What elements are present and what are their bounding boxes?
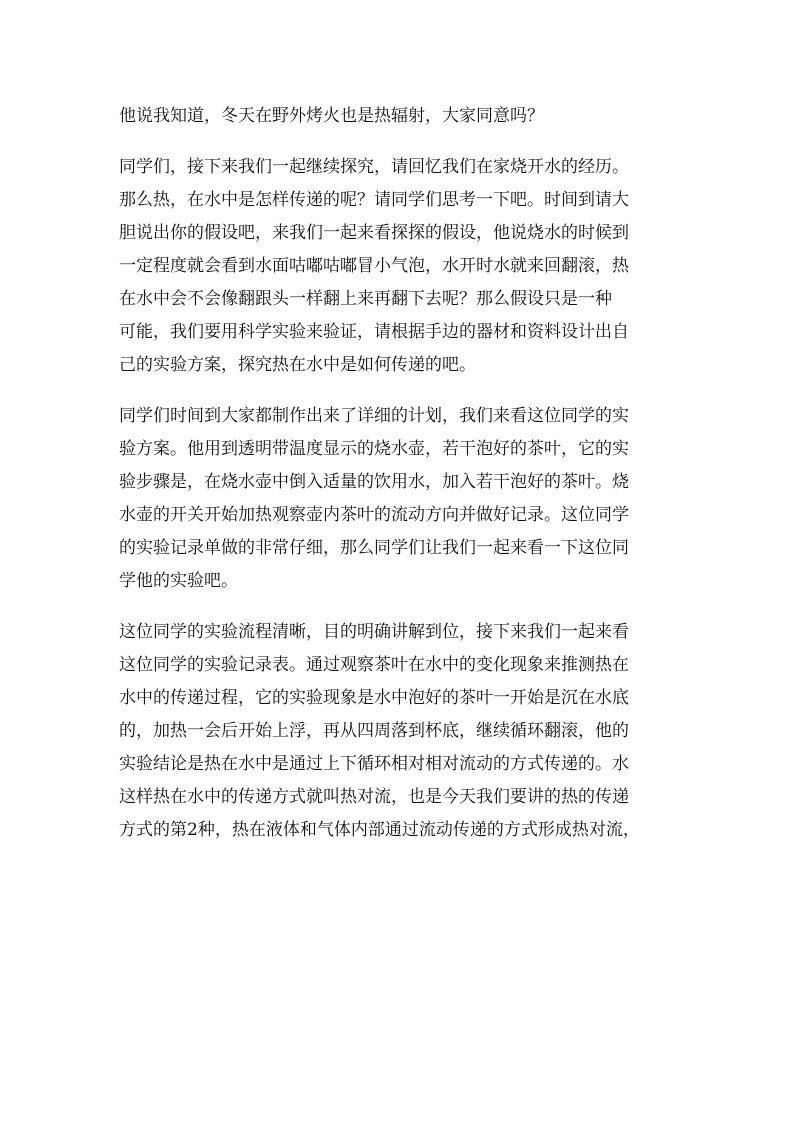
paragraph-4 [119,616,689,847]
text-line: 的，加热一会后开始上浮，再从四周落到杯底，继续循环翻滚，他的 [119,721,629,741]
text-line: 一定程度就会看到水面咕嘟咕嘟冒小气泡，水开时水就来回翻滚，热 [119,256,629,276]
text-line: 实验结论是热在水中是通过上下循环相对相对流动的方式传递的。水 [119,754,629,774]
text-line: 同学们时间到大家都制作出来了详细的计划，我们来看这位同学的实 [119,406,629,426]
text-line: 这位同学的实验流程清晰，目的明确讲解到位，接下来我们一起来看 [119,622,629,642]
text-line: 那么热，在水中是怎样传递的呢？请同学们思考一下吧。时间到请大 [119,190,629,210]
text-line: 验步骤是，在烧水壶中倒入适量的饮用水，加入若干泡好的茶叶。烧 [119,472,629,492]
text-line: 可能，我们要用科学实验来验证，请根据手边的器材和资料设计出自 [119,322,629,342]
text-line: 水壶的开关开始加热观察壶内茶叶的流动方向并做好记录。这位同学 [119,505,629,525]
text-line: 方式的第2种，热在液体和气体内部通过流动传递的方式形成热对流， [119,820,640,840]
text-line: 胆说出你的假设吧，来我们一起来看探探的假设，他说烧水的时候到 [119,223,629,243]
text-line: 学他的实验吧。 [119,571,238,591]
paragraph-2 [119,151,689,382]
text-line: 在水中会不会像翻跟头一样翻上来再翻下去呢？那么假设只是一种 [119,289,612,309]
text-line: 的实验记录单做的非常仔细，那么同学们让我们一起来看一下这位同 [119,538,629,558]
text-line: 水中的传递过程，它的实验现象是水中泡好的茶叶一开始是沉在水底 [119,688,629,708]
text-line: 同学们，接下来我们一起继续探究，请回忆我们在家烧开水的经历。 [119,157,629,177]
text-line: 这位同学的实验记录表。通过观察茶叶在水中的变化现象来推测热在 [119,655,629,675]
paragraph-1 [119,100,689,133]
text-line: 这样热在水中的传递方式就叫热对流，也是今天我们要讲的热的传递 [119,787,629,807]
document-body [119,100,689,847]
text-line: 己的实验方案，探究热在水中是如何传递的吧。 [119,355,476,375]
paragraph-3 [119,400,689,598]
text-line: 他说我知道，冬天在野外烤火也是热辐射，大家同意吗？ [119,106,544,126]
text-line: 验方案。他用到透明带温度显示的烧水壶，若干泡好的茶叶，它的实 [119,439,629,459]
